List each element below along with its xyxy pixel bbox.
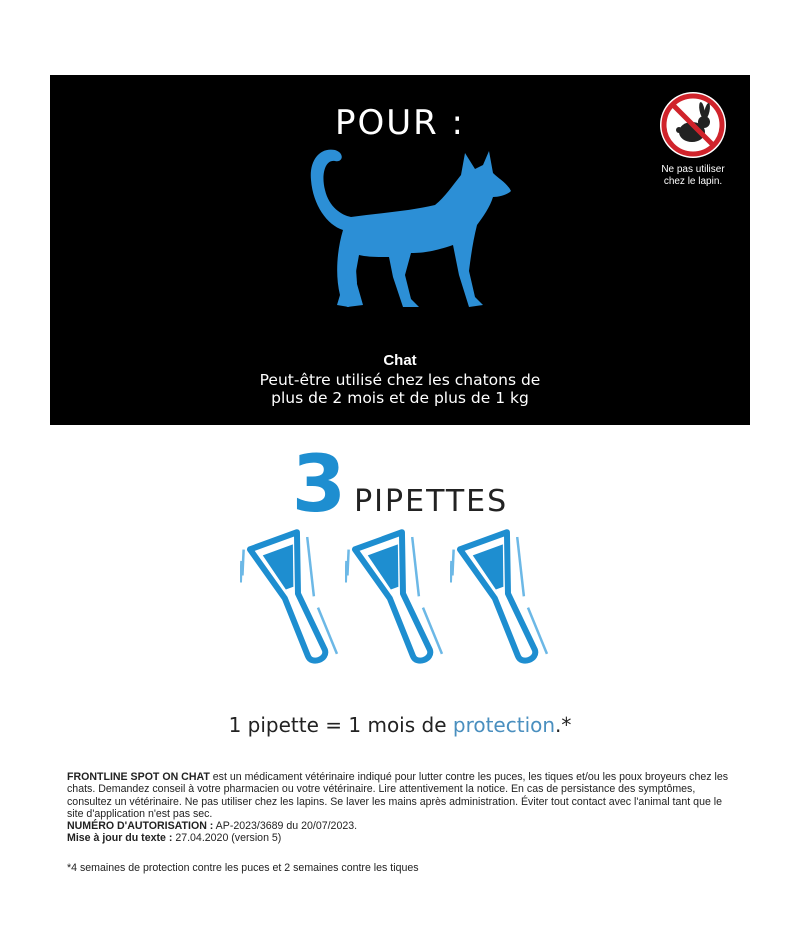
legal-description: est un médicament vétérinaire indiqué pour lutter contre les puces, les tiques et/ou les poux broyeurs chez les chats. Demandez conseil à votre pharmacien ou votre vétérinaire. Lire attentivement la notice. En cas de persistance des symptômes, consultez un vétérinaire. Ne pas utiliser chez les lapins. Se laver les mains après administration. Éviter tout contact avec l'animal tant que le site d'application n'est pas sec. (67, 771, 729, 820)
pipette-icon (240, 525, 350, 675)
no-rabbit-warning-line2: chez le lapin. (663, 176, 723, 187)
duration-accent: protection (452, 713, 556, 737)
authorization-line (67, 820, 737, 832)
cat-silhouette-icon (285, 145, 525, 335)
pipette-count-number: 3 (291, 440, 345, 530)
species-desc-line2: plus de 2 mois et de plus de 1 kg (271, 389, 529, 407)
authorization-value: AP-2023/3689 du 20/07/2023. (213, 820, 358, 833)
pipette-icon (450, 525, 560, 675)
no-rabbit-icon (658, 90, 728, 160)
species-desc-line1: Peut-être utilisé chez les chatons de (259, 371, 541, 389)
pipette-count-label: PIPETTES (354, 484, 509, 519)
protection-duration (0, 713, 800, 737)
pipettes-illustration (240, 525, 560, 675)
update-value: 27.04.2020 (version 5) (172, 832, 282, 845)
species-description (225, 371, 575, 407)
update-line (67, 832, 737, 844)
authorization-label: NUMÉRO D'AUTORISATION : (67, 820, 214, 833)
update-label: Mise à jour du texte : (67, 832, 173, 845)
species-banner (50, 75, 750, 425)
pipette-count (0, 440, 800, 530)
legal-description-block (67, 771, 737, 820)
species-name: Chat (383, 352, 417, 369)
pipette-icon (345, 525, 455, 675)
no-rabbit-warning-line1: Ne pas utiliser (661, 164, 725, 175)
no-rabbit-warning (640, 164, 746, 188)
legal-notice (67, 771, 737, 845)
duration-suffix: .* (555, 713, 572, 737)
product-name: FRONTLINE SPOT ON CHAT (67, 771, 210, 783)
duration-prefix: 1 pipette = 1 mois de (228, 713, 453, 737)
banner-title: POUR : (334, 103, 466, 143)
footnote: *4 semaines de protection contre les puces et 2 semaines contre les tiques (67, 862, 419, 874)
